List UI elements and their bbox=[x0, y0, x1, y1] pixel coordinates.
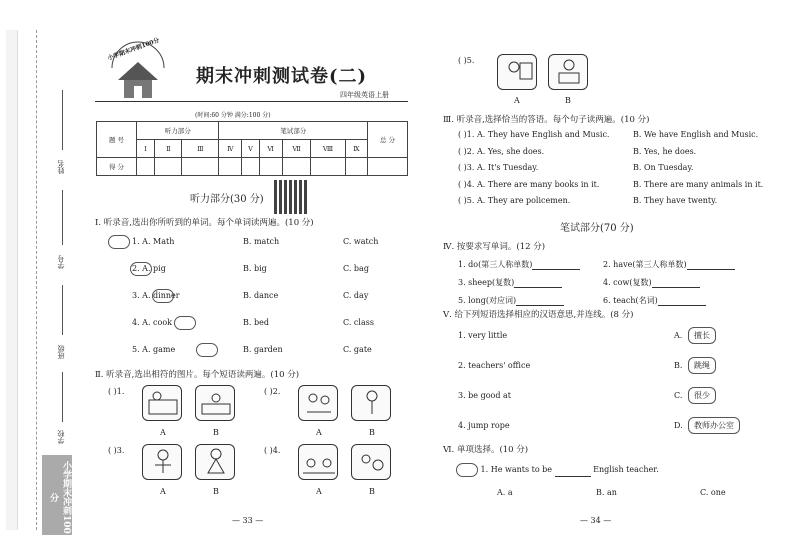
numeral: Ⅰ bbox=[137, 140, 155, 158]
q5-letter: D. bbox=[674, 421, 683, 430]
score-cell[interactable] bbox=[345, 158, 367, 176]
q2-item-label: ( )2. bbox=[264, 387, 281, 396]
q1-option-b: B. bed bbox=[243, 318, 269, 327]
binding-spine bbox=[0, 0, 82, 560]
q1-option-c: C. gate bbox=[343, 345, 372, 354]
q3-option-b: B. On Tuesday. bbox=[633, 163, 694, 172]
q3-header: Ⅲ. 听录音,选择恰当的答语。每个句子读两遍。(10 分) bbox=[443, 115, 650, 125]
q4-word: 2. have(第三人称单数) bbox=[603, 260, 687, 269]
q6-stem: 1. He wants to be bbox=[480, 465, 553, 474]
option-a: A bbox=[160, 487, 166, 496]
numeral: Ⅱ bbox=[155, 140, 182, 158]
answer-blank[interactable] bbox=[658, 297, 706, 306]
option-b: B bbox=[213, 487, 219, 496]
q6-item bbox=[456, 463, 659, 477]
q3-option-b: B. We have English and Music. bbox=[633, 130, 759, 139]
answer-blank[interactable] bbox=[532, 261, 580, 270]
q4-item bbox=[603, 277, 700, 288]
q6-stem-end: English teacher. bbox=[593, 465, 659, 474]
q3-option-a: ( )5. A. They are policemen. bbox=[458, 196, 571, 205]
q5-meaning: 跳绳 bbox=[688, 357, 716, 374]
number-line bbox=[62, 190, 63, 245]
answer-blank[interactable] bbox=[652, 279, 700, 288]
school-line bbox=[62, 372, 63, 422]
qr-code-icon bbox=[274, 180, 308, 214]
q5-phrase: 3. be good at bbox=[458, 391, 511, 400]
brand-label: 小学期末冲刺100分 bbox=[42, 455, 72, 535]
name-label: 姓名 bbox=[57, 160, 65, 174]
q2-item-label: ( )4. bbox=[264, 446, 281, 455]
girl-picture-icon bbox=[351, 385, 391, 421]
score-cell[interactable] bbox=[219, 158, 242, 176]
q5-phrase: 4. jump rope bbox=[458, 421, 510, 430]
series-logo bbox=[98, 36, 178, 104]
q1-option-b: B. match bbox=[243, 237, 280, 246]
q4-header: Ⅳ. 按要求写单词。(12 分) bbox=[443, 242, 546, 252]
q5-letter: C. bbox=[674, 391, 683, 400]
q3-option-b: B. There are many animals in it. bbox=[633, 179, 764, 189]
q5-meaning: 很少 bbox=[688, 387, 716, 404]
numeral: Ⅳ bbox=[219, 140, 242, 158]
written-title: 笔试部分(70 分) bbox=[560, 223, 634, 234]
q4-item bbox=[603, 259, 735, 270]
q5-phrase: 1. very little bbox=[458, 331, 508, 340]
score-cell[interactable] bbox=[368, 158, 408, 176]
q1-option-c: C. class bbox=[343, 318, 374, 327]
option-b: B bbox=[369, 487, 375, 496]
option-a: A bbox=[514, 96, 520, 105]
q5-meaning: 擅长 bbox=[688, 327, 716, 344]
numeral: Ⅴ bbox=[242, 140, 259, 158]
col-num-label: 题 号 bbox=[97, 122, 137, 158]
listening-title: 听力部分(30 分) bbox=[190, 194, 264, 205]
title-rule bbox=[95, 101, 408, 102]
q4-item bbox=[603, 295, 706, 306]
q4-item bbox=[458, 259, 580, 270]
total-label: 总 分 bbox=[368, 122, 408, 158]
q2-item-label: ( )5. bbox=[458, 56, 475, 65]
school-label: 学校 bbox=[57, 430, 65, 444]
option-b: B bbox=[213, 428, 219, 437]
cloud-icon bbox=[108, 235, 130, 249]
page-number-left: — 33 — bbox=[232, 516, 264, 525]
answer-blank[interactable] bbox=[516, 297, 564, 306]
name-line bbox=[62, 90, 63, 150]
logo-text: 小学期末冲刺100分 bbox=[106, 36, 161, 63]
q3-option-a: ( )2. A. Yes, she does. bbox=[458, 146, 545, 156]
cut-line bbox=[36, 30, 37, 530]
q6-opt-a: A. a bbox=[497, 488, 513, 497]
farm-picture-icon bbox=[351, 444, 391, 480]
page-number-right: — 34 — bbox=[580, 516, 612, 525]
q3-option-a: ( )4. A. There are many books in it. bbox=[458, 179, 600, 189]
q1-option-b: B. dance bbox=[243, 291, 279, 300]
option-a: A bbox=[316, 428, 322, 437]
q4-word: 5. long(对应词) bbox=[458, 296, 517, 305]
score-cell[interactable] bbox=[282, 158, 311, 176]
q3-option-b: B. Yes, he does. bbox=[633, 146, 697, 156]
q6-header: Ⅵ. 单项选择。(10 分) bbox=[443, 445, 529, 455]
numeral: Ⅶ bbox=[282, 140, 311, 158]
q5-header: Ⅴ. 给下列短语选择相应的汉语意思,并连线。(8 分) bbox=[443, 310, 634, 320]
q1-option-a: 2. A. pig bbox=[132, 264, 166, 273]
number-label: 学号 bbox=[57, 255, 65, 269]
q4-word: 1. do(第三人称单数) bbox=[458, 260, 533, 269]
q5-letter: A. bbox=[674, 331, 683, 340]
q3-option-a: ( )1. A. They have English and Music. bbox=[458, 130, 610, 139]
numeral: Ⅵ bbox=[259, 140, 282, 158]
option-a: A bbox=[316, 487, 322, 496]
q1-option-b: B. big bbox=[243, 264, 267, 273]
q1-option-a: 5. A. game bbox=[132, 345, 176, 354]
score-cell[interactable] bbox=[311, 158, 345, 176]
numeral: Ⅸ bbox=[345, 140, 367, 158]
q2-item-label: ( )3. bbox=[108, 446, 125, 455]
time-score-info: (时间:60 分钟 满分:100 分) bbox=[195, 112, 271, 119]
cloud-icon bbox=[174, 316, 196, 330]
animals-picture-icon bbox=[298, 444, 338, 480]
class-label: 班级 bbox=[57, 345, 65, 359]
score-cell[interactable] bbox=[259, 158, 282, 176]
q1-option-c: C. bag bbox=[343, 264, 369, 273]
q6-opt-b: B. an bbox=[596, 488, 617, 497]
listening-header: 听力部分 bbox=[137, 122, 219, 140]
numeral: Ⅲ bbox=[182, 140, 219, 158]
bed-picture-icon bbox=[142, 385, 182, 421]
q2-item-label: ( )1. bbox=[108, 387, 125, 396]
q6-opt-c: C. one bbox=[700, 488, 726, 497]
option-b: B bbox=[369, 428, 375, 437]
q1-option-c: C. watch bbox=[343, 237, 379, 246]
score-cell[interactable] bbox=[155, 158, 182, 176]
answer-blank[interactable] bbox=[555, 468, 591, 477]
score-table bbox=[96, 121, 408, 176]
numeral: Ⅷ bbox=[311, 140, 345, 158]
family-picture-icon bbox=[298, 385, 338, 421]
answer-blank[interactable] bbox=[514, 279, 562, 288]
page-title: 期末冲刺测试卷(二) bbox=[196, 66, 368, 87]
q4-word: 4. cow(复数) bbox=[603, 278, 652, 287]
grade-label: 四年级英语上册 bbox=[340, 91, 389, 99]
score-cell[interactable] bbox=[182, 158, 219, 176]
reading-picture-icon bbox=[548, 54, 588, 90]
class-line bbox=[62, 285, 63, 335]
q1-option-a: 3. A. dinner bbox=[132, 291, 180, 300]
spine-bar bbox=[6, 30, 18, 530]
q5-letter: B. bbox=[674, 361, 683, 370]
cloud-icon bbox=[456, 463, 478, 477]
q3-option-b: B. They have twenty. bbox=[633, 196, 718, 205]
q4-word: 3. sheep(复数) bbox=[458, 278, 515, 287]
cloud-icon bbox=[196, 343, 218, 357]
q5-phrase: 2. teachers' office bbox=[458, 361, 531, 370]
boy-picture-icon bbox=[142, 444, 182, 480]
dancer-picture-icon bbox=[195, 444, 235, 480]
q1-option-c: C. day bbox=[343, 291, 369, 300]
answer-blank[interactable] bbox=[687, 261, 735, 270]
q4-item bbox=[458, 277, 562, 288]
q2-header: Ⅱ. 听录音,选出相符的图片。每个短语读两遍。(10 分) bbox=[95, 370, 300, 380]
score-cell[interactable] bbox=[137, 158, 155, 176]
q1-option-a: 4. A. cook bbox=[132, 318, 172, 327]
q3-option-a: ( )3. A. It's Tuesday. bbox=[458, 163, 539, 172]
written-header: 笔试部分 bbox=[219, 122, 368, 140]
q5-meaning: 教师办公室 bbox=[688, 417, 740, 434]
q4-word: 6. teach(名词) bbox=[603, 296, 658, 305]
option-a: A bbox=[160, 428, 166, 437]
score-cell[interactable] bbox=[242, 158, 259, 176]
q1-option-a: 1. A. Math bbox=[132, 237, 175, 246]
q4-item bbox=[458, 295, 564, 306]
painting-picture-icon bbox=[497, 54, 537, 90]
score-row-label: 得 分 bbox=[97, 158, 137, 176]
q1-option-b: B. garden bbox=[243, 345, 283, 354]
q1-header: Ⅰ. 听录音,选出你所听到的单词。每个单词读两遍。(10 分) bbox=[95, 218, 314, 228]
option-b: B bbox=[565, 96, 571, 105]
table-picture-icon bbox=[195, 385, 235, 421]
